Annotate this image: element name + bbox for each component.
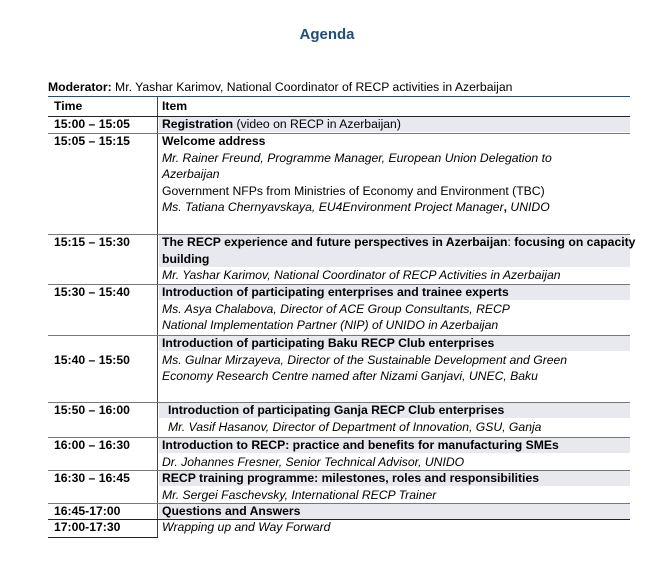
item-heading-text: focusing on capacity [514, 235, 636, 249]
session-item [162, 503, 630, 520]
item-line [162, 251, 630, 268]
header-time: Time [54, 99, 83, 113]
session-time: 15:40 – 15:50 [54, 353, 130, 367]
session-item [168, 402, 636, 435]
speaker-text: Ms. Tatiana Chernyavskaya, EU4Environment Project Manager [162, 200, 504, 214]
session-time: 17:00-17:30 [54, 520, 121, 534]
speaker-text: Dr. Johannes Fresner, Senior Technical Advisor, UNIDO [162, 454, 465, 469]
speaker-text: UNIDO [510, 200, 550, 214]
item-line [162, 150, 630, 167]
agenda-row [48, 437, 630, 470]
item-text: Government NFPs from Ministries of Economy and Environment (TBC) [162, 183, 545, 198]
speaker-text: Mr. Sergei Faschevsky, International RECP Trainer [162, 487, 437, 502]
item-heading-text: Registration [162, 117, 234, 131]
session-item [162, 437, 630, 470]
session-time: 16:45-17:00 [54, 504, 121, 518]
agenda-row [48, 234, 636, 284]
speaker-text: Mr. Yashar Karimov, National Coordinator of RECP Activities in Azerbaijan [162, 268, 561, 282]
agenda-row [48, 335, 630, 402]
item-heading-text: , [503, 200, 511, 214]
item-line [162, 368, 630, 385]
agenda-row [48, 402, 630, 437]
session-time: 16:30 – 16:45 [54, 471, 130, 485]
item-heading-text: Introduction of participating Ganja RECP Club enterprises [168, 403, 505, 417]
agenda-title: Agenda [299, 26, 355, 43]
moderator-label: Moderator: [48, 80, 112, 94]
session-item [162, 470, 630, 503]
agenda-row [48, 519, 630, 537]
item-line [162, 335, 630, 352]
item-line [162, 166, 630, 183]
item-line [162, 503, 630, 520]
item-line [162, 454, 630, 471]
item-line [162, 183, 630, 200]
speaker-text: Economy Research Centre named after Nizami Ganjavi, UNEC, Baku [162, 369, 538, 383]
speaker-text: Mr. Rainer Freund, Programme Manager, European Union Delegation to [162, 150, 552, 165]
item-heading-text: Introduction of participating enterprises and trainee experts [162, 285, 509, 299]
item-line [162, 487, 630, 504]
item-text: (video on RECP in Azerbaijan) [233, 117, 401, 131]
session-item [162, 519, 630, 536]
item-line [162, 301, 630, 318]
item-line [162, 284, 630, 301]
session-time: 15:50 – 16:00 [54, 403, 130, 417]
session-item [162, 234, 636, 284]
item-line [162, 317, 630, 334]
item-line [162, 116, 630, 133]
session-item [162, 116, 630, 133]
speaker-text: Mr. Vasif Hasanov, Director of Department of Innovation, GSU, Ganja [168, 419, 542, 434]
item-heading-text: Introduction of participating Baku RECP Club enterprises [162, 336, 495, 350]
agenda-row [48, 116, 630, 133]
item-heading-text: building [162, 251, 210, 266]
agenda-row [48, 133, 630, 234]
item-line [162, 437, 630, 454]
item-heading-text: Introduction to RECP: practice and benefits for manufacturing SMEs [162, 438, 559, 452]
item-line [162, 199, 630, 216]
item-line [162, 352, 630, 369]
agenda-row [48, 503, 630, 519]
session-item [162, 133, 630, 216]
moderator-line [48, 80, 512, 94]
speaker-text: Azerbaijan [162, 167, 220, 181]
session-time: 15:05 – 15:15 [54, 134, 130, 148]
table-top-rule [48, 96, 630, 97]
speaker-text: Wrapping up and Way Forward [162, 520, 331, 534]
item-heading-text: Welcome address [162, 134, 266, 148]
moderator-text: Mr. Yashar Karimov, National Coordinator of RECP activities in Azerbaijan [111, 80, 513, 94]
item-text: : [507, 235, 515, 249]
session-item [162, 284, 630, 334]
item-line [162, 234, 636, 251]
agenda-row [48, 284, 630, 335]
item-line [162, 133, 630, 150]
speaker-text: Ms. Gulnar Mirzayeva, Director of the Sustainable Development and Green [162, 352, 568, 367]
table-bottom-rule [48, 537, 158, 538]
item-line [162, 267, 630, 284]
item-line [168, 419, 636, 436]
item-line [162, 519, 630, 536]
header-item: Item [162, 99, 188, 113]
speaker-text: Ms. Asya Chalabova, Director of ACE Group Consultants, RECP [162, 301, 510, 316]
session-time: 15:15 – 15:30 [54, 235, 130, 249]
session-time: 15:00 – 15:05 [54, 117, 130, 131]
agenda-row [48, 470, 630, 503]
item-line [162, 470, 630, 487]
item-line [168, 402, 636, 419]
item-heading-text: The RECP experience and future perspectives in Azerbaijan [162, 235, 508, 249]
session-item [162, 335, 630, 385]
session-time: 15:30 – 15:40 [54, 285, 130, 299]
table-header-row [48, 99, 630, 116]
item-heading-text: Questions and Answers [162, 504, 301, 518]
speaker-text: National Implementation Partner (NIP) of UNIDO in Azerbaijan [162, 318, 499, 332]
session-time: 16:00 – 16:30 [54, 438, 130, 452]
item-heading-text: RECP training programme: milestones, roles and responsibilities [162, 471, 540, 485]
